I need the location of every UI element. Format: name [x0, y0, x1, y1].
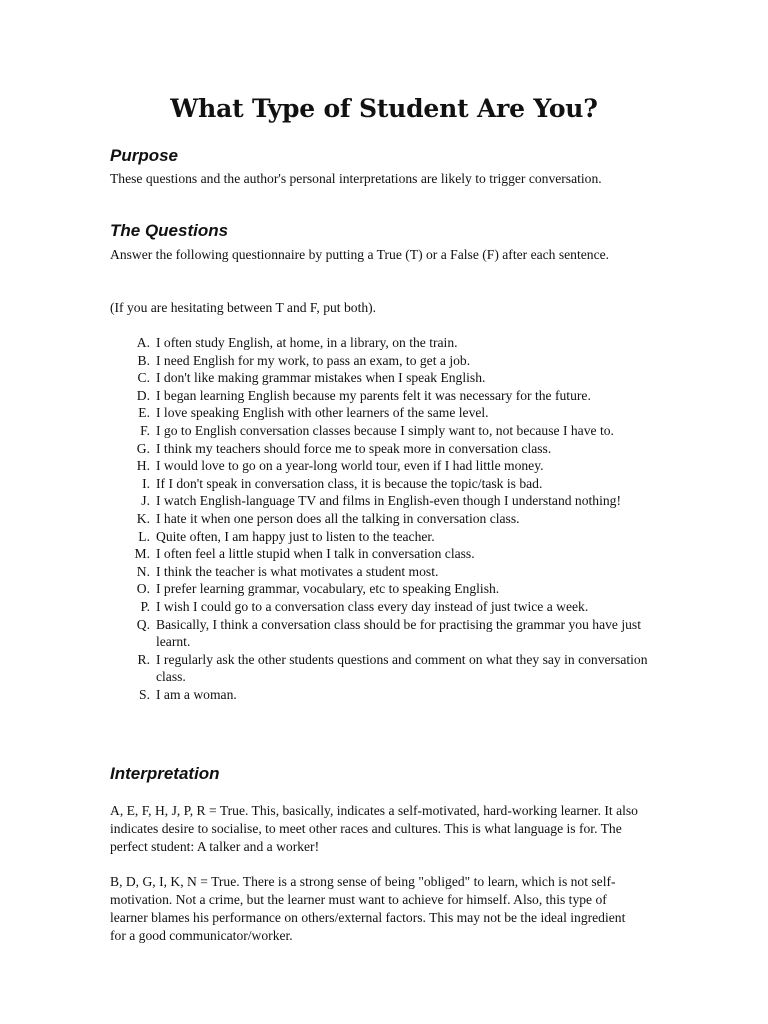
item-letter: J .	[110, 492, 156, 510]
list-item	[110, 334, 670, 352]
item-letter: A .	[110, 334, 156, 352]
list-item	[110, 352, 670, 370]
item-letter: D .	[110, 387, 156, 405]
item-text: I think the teacher is what motivates a student most.	[156, 563, 439, 579]
item-text: I am a woman.	[156, 686, 237, 702]
item-text: I often study English, at home, in a library, on the train.	[156, 335, 458, 350]
item-text: Basically, I think a conversation class should be for practising the grammar you have just learnt.	[156, 616, 641, 650]
questions-note: (If you are hesitating between T and F, put both).	[110, 300, 377, 315]
item-letter: E .	[110, 404, 156, 422]
item-text: I regularly ask the other students questions and comment on what they say in conversation class.	[156, 651, 648, 685]
item-text: I don't like making grammar mistakes when I speak English.	[156, 370, 486, 386]
item-letter: O .	[110, 580, 156, 598]
list-item	[110, 475, 670, 493]
purpose-heading: Purpose	[110, 146, 179, 165]
item-text: I often feel a little stupid when I talk in conversation class.	[156, 546, 475, 562]
item-letter: P .	[110, 598, 156, 616]
item-letter: N .	[110, 563, 156, 581]
list-item	[110, 686, 670, 704]
item-text: I think my teachers should force me to speak more in conversation class.	[156, 440, 552, 456]
list-item	[110, 440, 670, 458]
list-item	[110, 510, 670, 528]
item-letter: G .	[110, 440, 156, 458]
list-item	[110, 616, 670, 651]
item-text: I love speaking English with other learners of the same level.	[156, 405, 489, 421]
list-item	[110, 387, 670, 405]
interpretation-paragraph-2: B, D, G, I, K, N = True. There is a strong sense of being "obliged" to learn, which is not self-motivation. Not a crime, but the learner must want to achieve for himself. Also, this type of learner blames his performance on others/external factors. This may not be the ideal ingredient for a good communicator/worker.	[110, 874, 626, 943]
item-letter: I .	[110, 475, 156, 493]
item-letter: M .	[110, 545, 156, 563]
item-text: I need English for my work, to pass an exam, to get a job.	[156, 352, 471, 368]
list-item	[110, 545, 670, 563]
list-item	[110, 580, 670, 598]
item-letter: Q .	[110, 616, 156, 651]
item-letter: L .	[110, 528, 156, 546]
item-text: I go to English conversation classes because I simply want to, not because I have to.	[156, 422, 614, 438]
item-text: I began learning English because my parents felt it was necessary for the future.	[156, 387, 591, 403]
item-letter: F .	[110, 422, 156, 440]
list-item	[110, 492, 670, 510]
questions-heading: The Questions	[110, 221, 229, 240]
item-letter: R .	[110, 651, 156, 686]
item-letter: C .	[110, 369, 156, 387]
item-text: Quite often, I am happy just to listen to the teacher.	[156, 528, 435, 544]
item-text: I prefer learning grammar, vocabulary, etc to speaking English.	[156, 581, 500, 597]
interpretation-heading: Interpretation	[110, 764, 220, 783]
item-text: I watch English-language TV and films in English-even though I understand nothing!	[156, 493, 621, 509]
item-letter: H .	[110, 457, 156, 475]
item-letter: S .	[110, 686, 156, 704]
item-letter: K .	[110, 510, 156, 528]
questions-instructions: Answer the following questionnaire by putting a True (T) or a False (F) after each sentence.	[110, 247, 610, 262]
item-text: I hate it when one person does all the talking in conversation class.	[156, 510, 520, 526]
list-item	[110, 404, 670, 422]
list-item	[110, 528, 670, 546]
item-text: I wish I could go to a conversation class every day instead of just twice a week.	[156, 598, 589, 614]
item-text: If I don't speak in conversation class, it is because the topic/task is bad.	[156, 475, 543, 491]
list-item	[110, 369, 670, 387]
list-item	[110, 563, 670, 581]
list-item	[110, 598, 670, 616]
list-item	[110, 457, 670, 475]
list-item	[110, 422, 670, 440]
interpretation-paragraph-1: A, E, F, H, J, P, R = True. This, basically, indicates a self-motivated, hard-working learner. It also indicates desire to socialise, to meet other races and cultures. This is what language is for. The perfect student: A talker and a worker!	[110, 803, 638, 854]
item-text: I would love to go on a year-long world tour, even if I had little money.	[156, 458, 544, 474]
purpose-text: These questions and the author's personal interpretations are likely to trigger conversation.	[110, 171, 602, 186]
list-item	[110, 651, 670, 686]
item-letter: B .	[110, 352, 156, 370]
questions-list	[110, 334, 670, 703]
document-title: What Type of Student Are You?	[170, 94, 598, 123]
